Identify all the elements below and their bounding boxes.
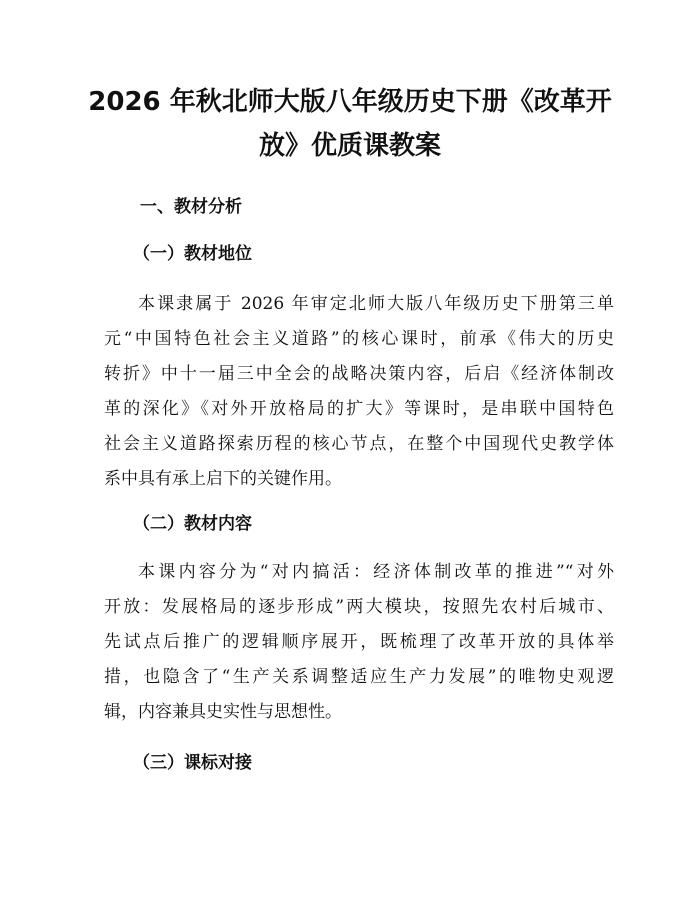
- paragraph-line: 社会主义道路探索历程的核心节点，在整个中国现代史教学体: [104, 434, 614, 454]
- paragraph-textbook-content: [104, 555, 614, 730]
- paragraph-textbook-position: [104, 287, 614, 497]
- subsection-heading-textbook-position: （一）教材地位: [133, 244, 252, 264]
- paragraph-line: 先试点后推广的逻辑顺序展开，既梳理了改革开放的具体举: [104, 632, 614, 652]
- document-title-line-2: 放》优质课教案: [258, 131, 441, 161]
- subsection-heading-curriculum-standards: （三）课标对接: [133, 753, 252, 773]
- paragraph-line: 措，也隐含了“生产关系调整适应生产力发展”的唯物史观逻: [104, 667, 614, 687]
- paragraph-line: 系中具有承上启下的关键作用。: [104, 469, 342, 489]
- paragraph-line: 本课内容分为“对内搞活：经济体制改革的推进”“对外: [138, 562, 614, 582]
- section-heading-textbook-analysis: 一、教材分析: [140, 197, 242, 217]
- paragraph-line: 本课隶属于 2026 年审定北师大版八年级历史下册第三单: [138, 294, 614, 314]
- paragraph-line: 开放：发展格局的逐步形成”两大模块，按照先农村后城市、: [104, 597, 614, 617]
- paragraph-line: 革的深化》《对外开放格局的扩大》等课时，是串联中国特色: [104, 399, 614, 419]
- paragraph-line: 元“中国特色社会主义道路”的核心课时，前承《伟大的历史: [104, 329, 614, 349]
- paragraph-line: 转折》中十一届三中全会的战略决策内容，后启《经济体制改: [104, 364, 614, 384]
- subsection-heading-textbook-content: （二）教材内容: [133, 514, 252, 534]
- document-title-line-1: 2026 年秋北师大版八年级历史下册《改革开: [88, 87, 612, 117]
- paragraph-line: 辑，内容兼具史实性与思想性。: [104, 702, 342, 722]
